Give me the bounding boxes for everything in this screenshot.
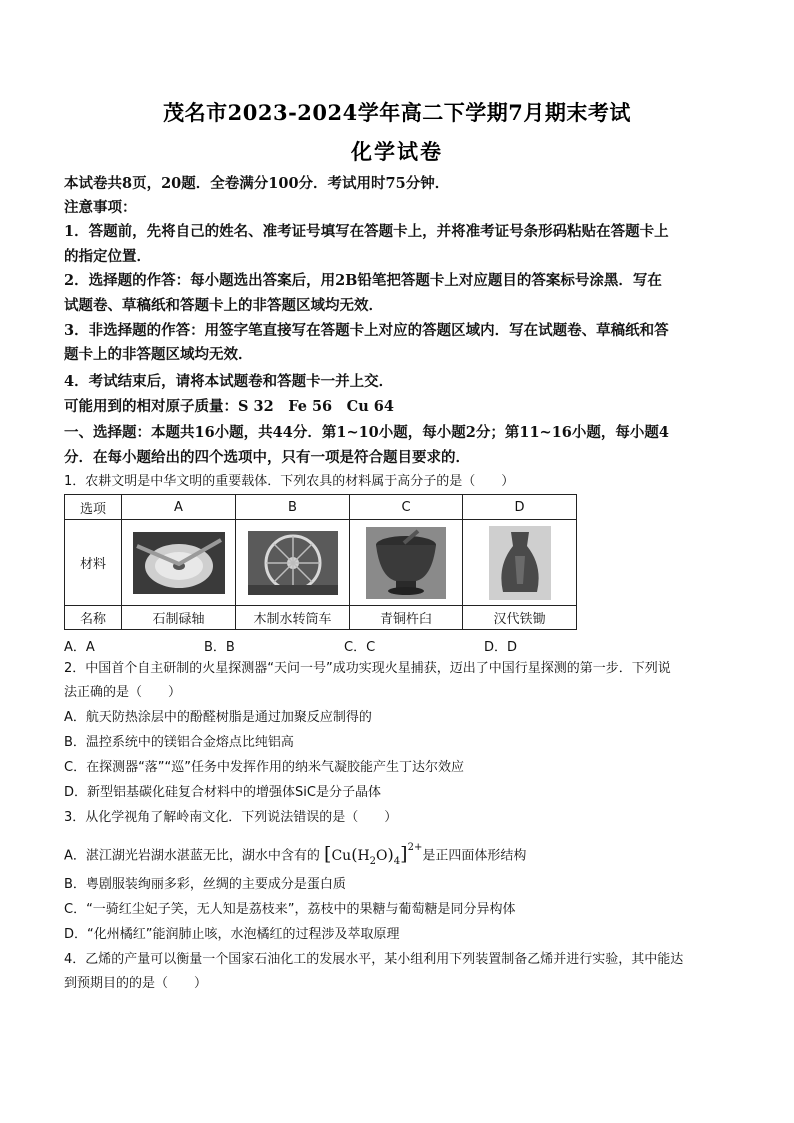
- question-1-table: [64, 494, 577, 630]
- q3-option-b: B．粤剧服装绚丽多彩，丝绸的主要成分是蛋白质: [64, 877, 346, 892]
- notes-heading: 注意事项：: [64, 199, 137, 216]
- q3-option-d: D．“化州橘红”能润肺止咳，水泡橘红的过程涉及萃取原理: [64, 927, 400, 942]
- question-4-stem-line-1: 4．乙烯的产量可以衡量一个国家石油化工的发展水平，某小组利用下列装置制备乙烯并进行实验，其中能达: [64, 952, 684, 967]
- stone-roller-image: [133, 532, 225, 594]
- atomic-mass-line: 可能用到的相对原子质量：S 32 Fe 56 Cu 64: [64, 398, 394, 415]
- option-name-d: 汉代铁锄: [463, 606, 577, 630]
- copper-complex-formula: $[Cu(H_2O)_4]^{2+}$: [324, 842, 423, 867]
- option-label-b: B: [236, 495, 350, 520]
- q3-option-c: C．“一骑红尘妃子笑，无人知是荔枝来”，荔枝中的果糖与葡萄糖是同分异构体: [64, 902, 516, 917]
- exam-subtitle: 化学试卷: [351, 139, 443, 164]
- question-4-stem-line-2: 到预期目的的是（ ）: [64, 976, 208, 991]
- note-3-line-2: 题卡上的非答题区域均无效．: [64, 346, 253, 363]
- note-2-line-2: 试题卷、草稿纸和答题卡上的非答题区域均无效．: [64, 297, 383, 314]
- note-1-line-2: 的指定位置．: [64, 248, 151, 265]
- option-label-d: D: [463, 495, 577, 520]
- q1-choice-b: B．B: [204, 640, 235, 655]
- note-3-line-1: 3．非选择题的作答：用签字笔直接写在答题卡上对应的答题区域内．写在试题卷、草稿纸和答: [64, 322, 669, 339]
- note-2-line-1: 2．选择题的作答：每小题选出答案后，用2B铅笔把答题卡上对应题目的答案标号涂黑．写在: [64, 272, 662, 289]
- q3-option-a-tail: 是正四面体形结构: [422, 848, 527, 864]
- water-wheel-image: [248, 531, 338, 595]
- q1-choice-c: C．C: [344, 640, 376, 655]
- option-label-a: A: [122, 495, 236, 520]
- q3-option-a-text: A．湛江湖光岩湖水湛蓝无比，湖水中含有的: [64, 848, 320, 864]
- option-label-c: C: [350, 495, 463, 520]
- table-header-material: 材料: [65, 520, 122, 606]
- bronze-mortar-image: [366, 527, 446, 599]
- table-header-option: 选项: [65, 495, 122, 520]
- q3-option-a: [64, 843, 744, 870]
- question-1-stem: 1．农耕文明是中华文明的重要载体．下列农具的材料属于高分子的是（ ）: [64, 474, 515, 489]
- note-4: 4．考试结束后，请将本试题卷和答题卡一并上交．: [64, 373, 394, 390]
- q2-option-d: D．新型铝基碳化硅复合材料中的增强体SiC是分子晶体: [64, 785, 381, 800]
- q2-option-a: A．航天防热涂层中的酚醛树脂是通过加聚反应制得的: [64, 710, 372, 725]
- q1-choice-d: D．D: [484, 640, 518, 655]
- question-2-stem-line-1: 2．中国首个自主研制的火星探测器“天问一号”成功实现火星捕获，迈出了中国行星探测的第一步．下列说: [64, 661, 671, 676]
- section-1-heading-line-2: 分．在每小题给出的四个选项中，只有一项是符合题目要求的．: [64, 449, 470, 466]
- exam-title: 茂名市2023-2024学年高二下学期7月期末考试: [163, 100, 631, 125]
- note-1-line-1: 1．答题前，先将自己的姓名、准考证号填写在答题卡上，并将准考证号条形码粘贴在答题卡上: [64, 223, 669, 240]
- option-name-a: 石制碌轴: [122, 606, 236, 630]
- question-2-stem-line-2: 法正确的是（ ）: [64, 685, 182, 700]
- option-name-c: 青铜杵臼: [350, 606, 463, 630]
- exam-summary: 本试卷共8页，20题．全卷满分100分．考试用时75分钟．: [64, 175, 450, 192]
- section-1-heading-line-1: 一、选择题：本题共16小题，共44分．第1~10小题，每小题2分；第11~16小题，每小题4: [64, 424, 669, 441]
- table-header-name: 名称: [65, 606, 122, 630]
- q2-option-b: B．温控系统中的镁铝合金熔点比纯铝高: [64, 735, 294, 750]
- q2-option-c: C．在探测器“落”“巡”任务中发挥作用的纳米气凝胶能产生丁达尔效应: [64, 760, 465, 775]
- question-3-stem: 3．从化学视角了解岭南文化．下列说法错误的是（ ）: [64, 810, 398, 825]
- q1-choice-a: A．A: [64, 640, 95, 655]
- option-name-b: 木制水转筒车: [236, 606, 350, 630]
- iron-hoe-image: [489, 526, 551, 600]
